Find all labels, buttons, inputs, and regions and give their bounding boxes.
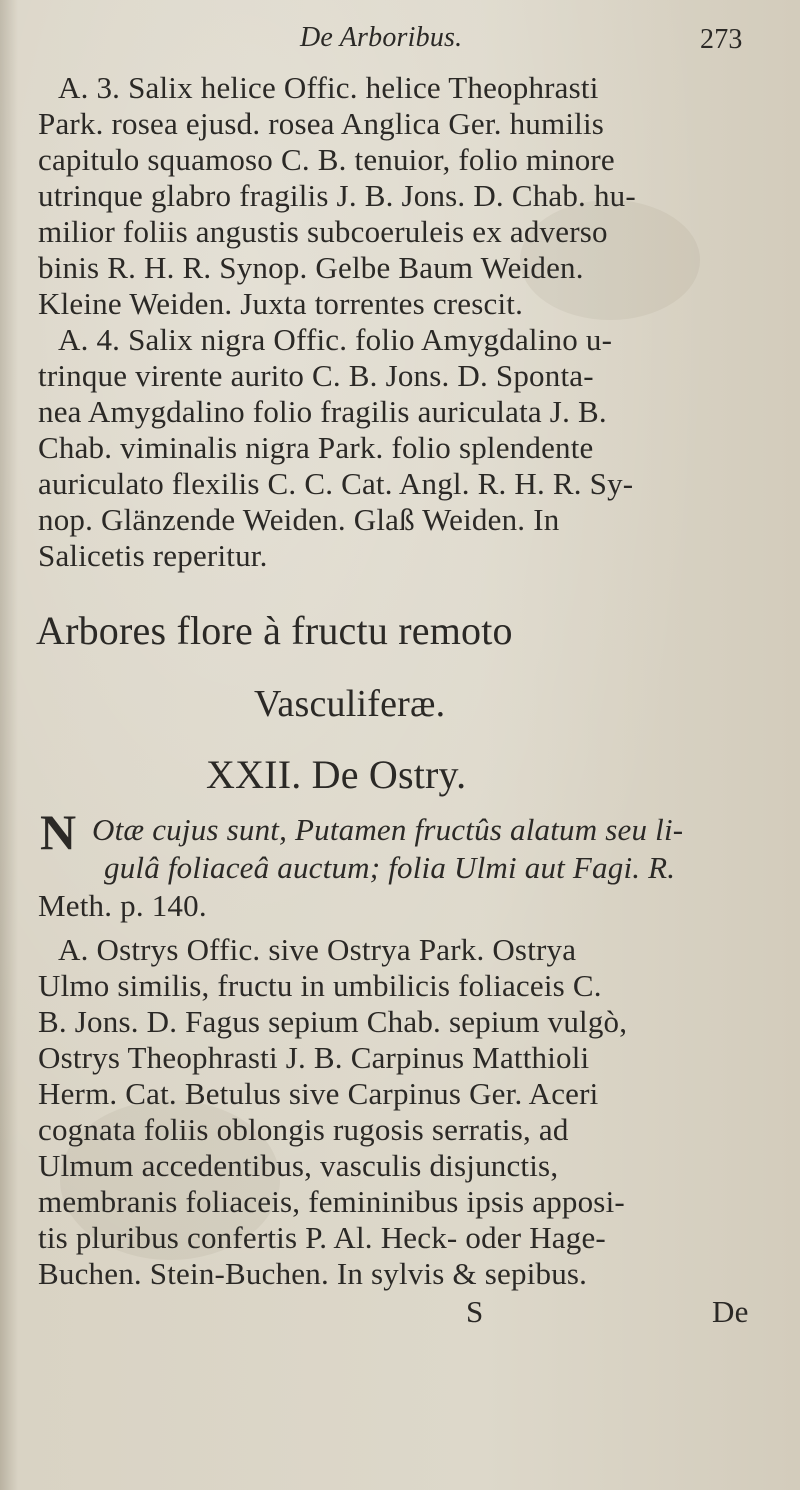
section-subheading: Vasculiferæ. <box>254 683 446 725</box>
section-heading: Arbores flore à fructu remoto <box>36 608 513 653</box>
text-line: Salicetis reperitur. <box>38 538 268 573</box>
text-line: nop. Glänzende Weiden. Glaß Weiden. In <box>38 502 560 537</box>
text-line: Buchen. Stein-Buchen. In sylvis & sepibus. <box>38 1256 588 1291</box>
text-line: Chab. viminalis nigra Park. folio splendente <box>38 430 594 465</box>
text-line: Meth. p. 140. <box>38 888 207 923</box>
text-line: membranis foliaceis, femininibus ipsis apposi- <box>38 1184 625 1219</box>
text-line: A. 4. Salix nigra Offic. folio Amygdalino u- <box>58 322 613 357</box>
text-line: B. Jons. D. Fagus sepium Chab. sepium vulgò, <box>38 1004 628 1039</box>
catchword: De <box>712 1294 749 1329</box>
chapter-heading: XXII. De Ostry. <box>206 752 467 797</box>
text-line: auriculato flexilis C. C. Cat. Angl. R. H. R. Sy- <box>38 466 634 501</box>
text-line: Ostrys Theophrasti J. B. Carpinus Matthioli <box>38 1040 590 1075</box>
text-line: Kleine Weiden. Juxta torrentes crescit. <box>38 286 524 321</box>
text-line: Otæ cujus sunt, Putamen fructûs alatum seu li- <box>92 812 684 847</box>
text-line: A. Ostrys Offic. sive Ostrya Park. Ostrya <box>58 932 577 967</box>
text-line: Ulmum accedentibus, vasculis disjunctis, <box>38 1148 559 1183</box>
signature-mark: S <box>466 1294 484 1329</box>
page-number: 273 <box>700 24 743 55</box>
text-line: binis R. H. R. Synop. Gelbe Baum Weiden. <box>38 250 584 285</box>
text-line: capitulo squamoso C. B. tenuior, folio minore <box>38 142 615 177</box>
text-line: gulâ foliaceâ auctum; folia Ulmi aut Fagi. R. <box>104 850 676 885</box>
text-line: cognata foliis oblongis rugosis serratis, ad <box>38 1112 569 1147</box>
text-line: utrinque glabro fragilis J. B. Jons. D. Chab. hu- <box>38 178 636 213</box>
text-line: trinque virente aurito C. B. Jons. D. Sponta- <box>38 358 594 393</box>
text-line: Park. rosea ejusd. rosea Anglica Ger. humilis <box>38 106 605 141</box>
text-line: nea Amygdalino folio fragilis auriculata J. B. <box>38 394 607 429</box>
drop-cap: N <box>40 804 77 860</box>
text-line: A. 3. Salix helice Offic. helice Theophrasti <box>58 70 599 105</box>
running-head: De Arboribus. <box>300 22 463 53</box>
text-line: Ulmo similis, fructu in umbilicis foliaceis C. <box>38 968 602 1003</box>
text-line: tis pluribus confertis P. Al. Heck- oder Hage- <box>38 1220 606 1255</box>
text-line: milior foliis angustis subcoeruleis ex adverso <box>38 214 608 249</box>
text-line: Herm. Cat. Betulus sive Carpinus Ger. Aceri <box>38 1076 599 1111</box>
